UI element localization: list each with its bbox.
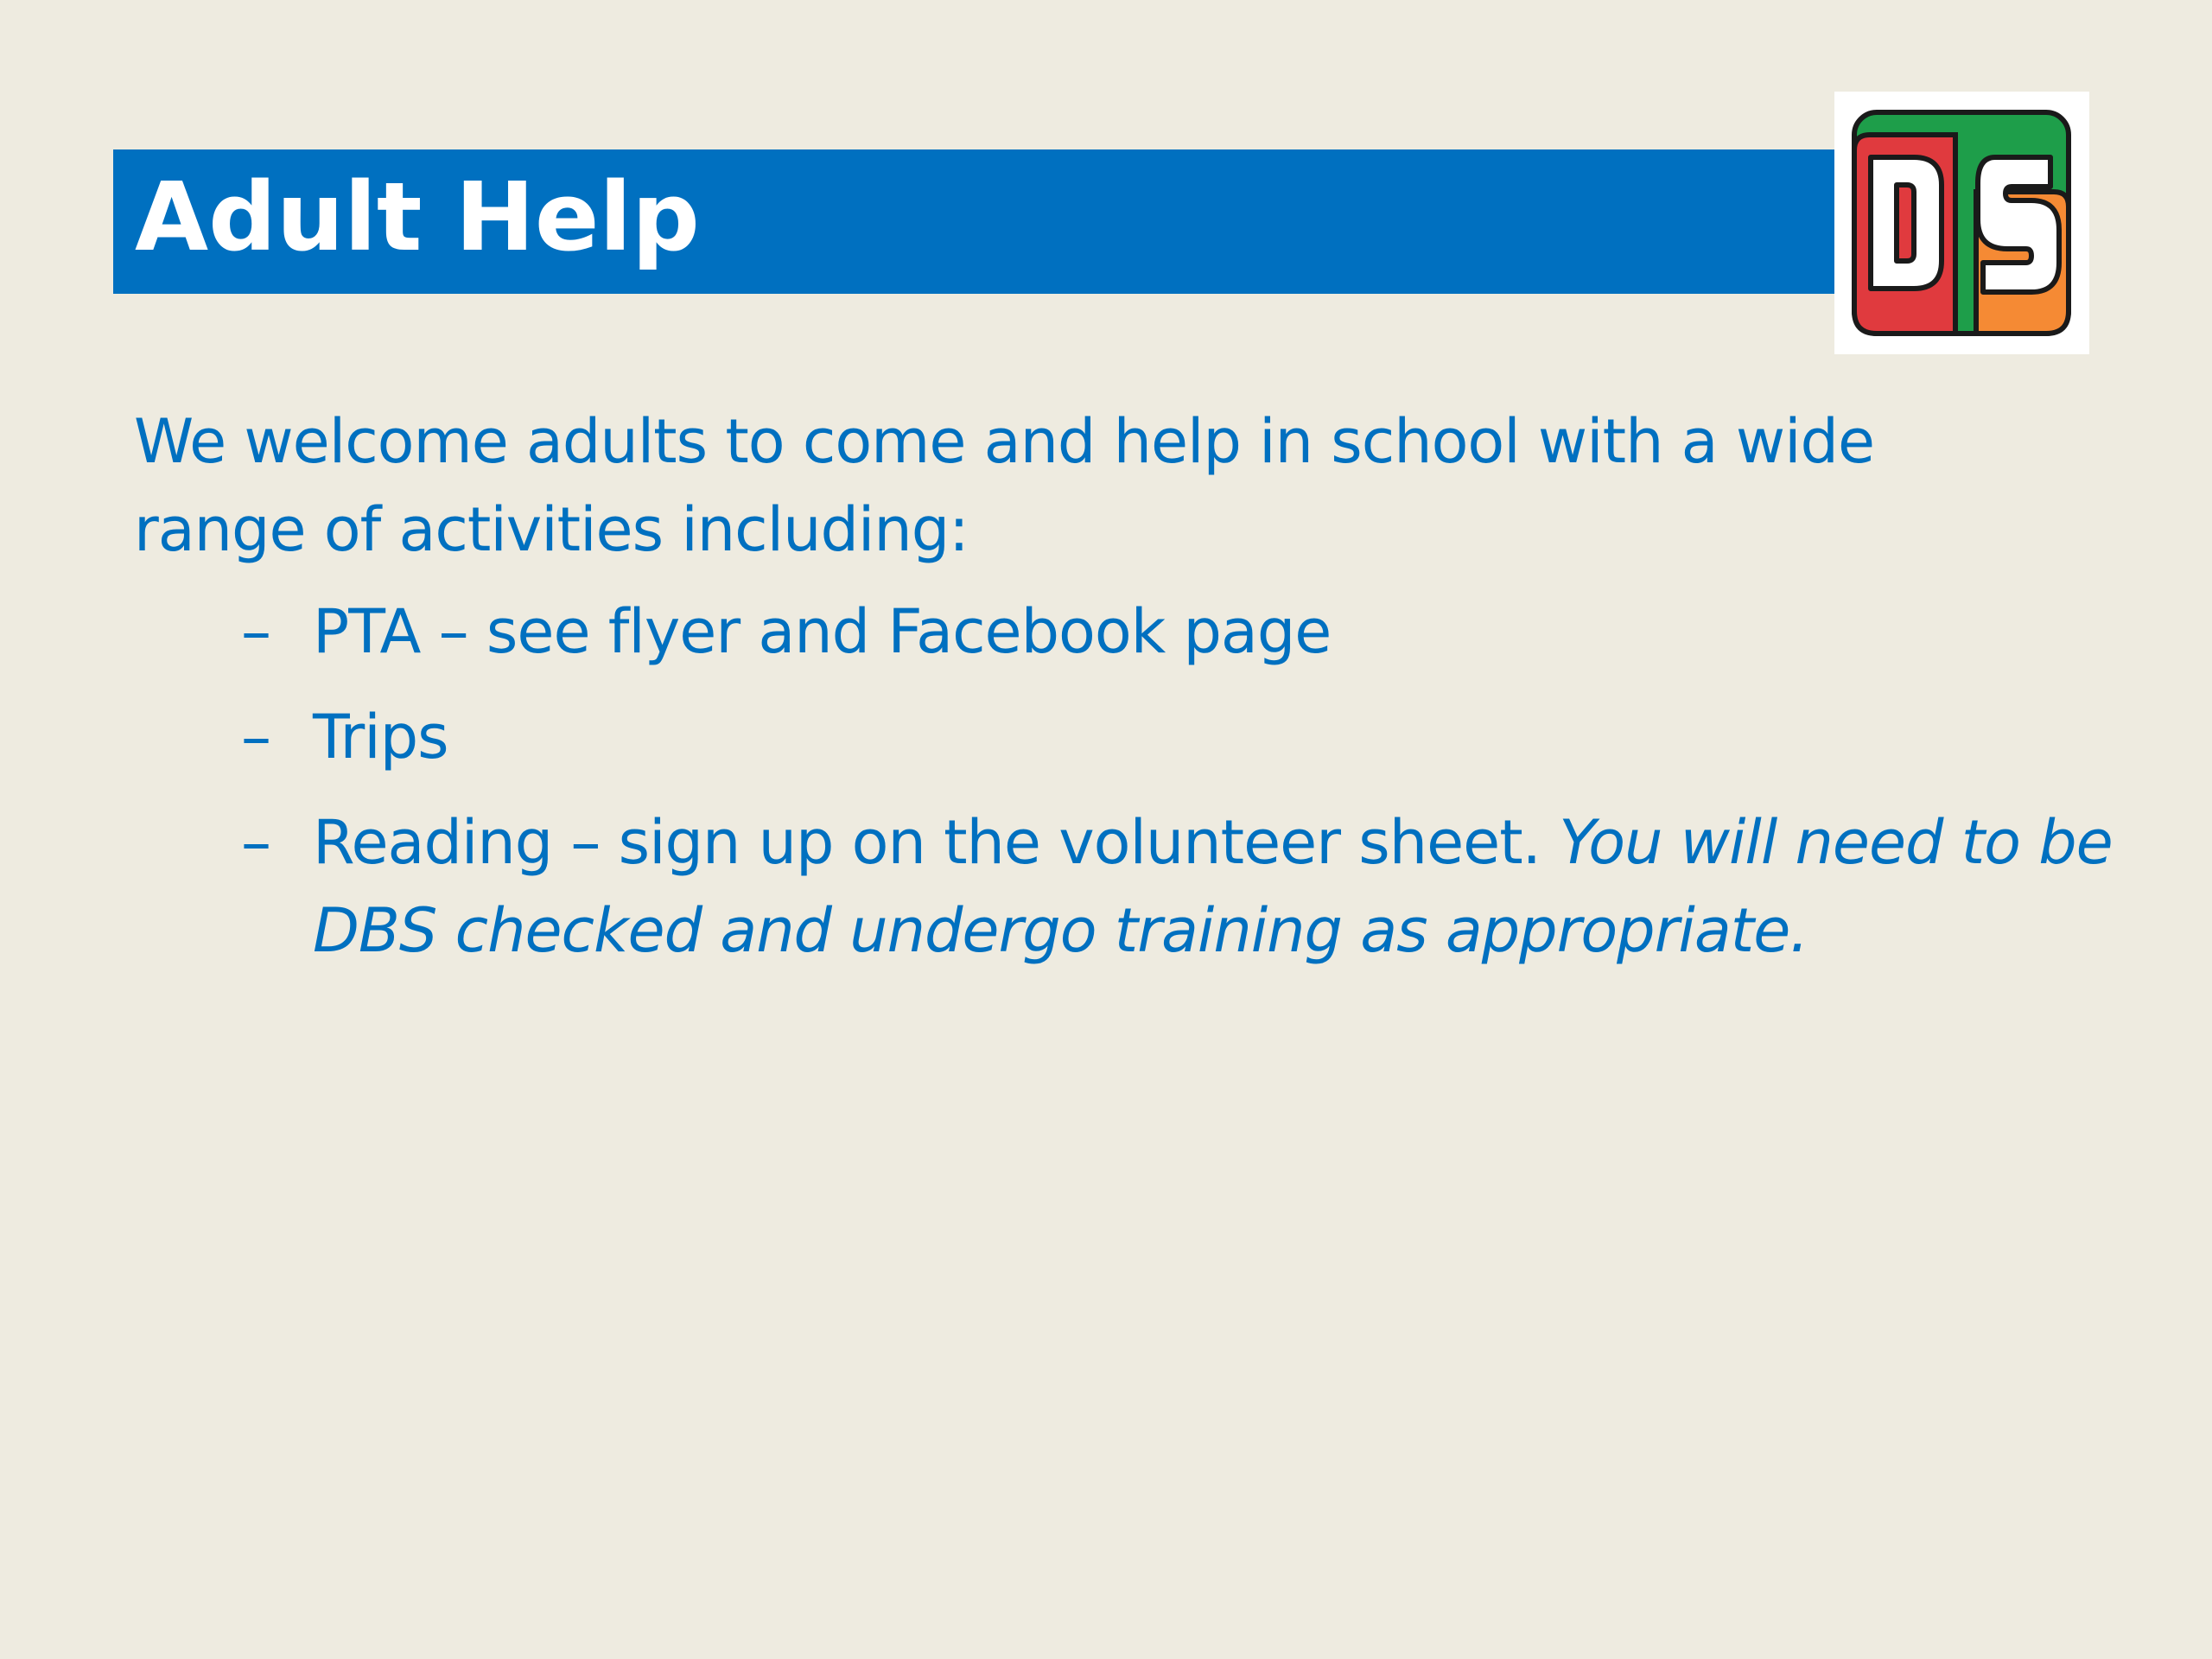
list-item (134, 588, 2179, 676)
dash-bullet: – (241, 702, 270, 772)
dash-bullet: – (241, 596, 270, 667)
activities-list (134, 588, 2113, 975)
list-item (134, 798, 2179, 975)
slide-body (134, 397, 2113, 992)
list-item-emphasis: You will need to be DBS checked and undergo training as appropriate. (313, 807, 2113, 966)
school-logo (1834, 92, 2089, 354)
list-item-text: PTA – see flyer and Facebook page (313, 596, 1332, 667)
list-item (134, 693, 2179, 781)
slide-title: Adult Help (135, 162, 700, 272)
title-bar (113, 149, 1841, 294)
list-item-text: Reading – sign up on the volunteer sheet. (313, 807, 1560, 878)
intro-paragraph: We welcome adults to come and help in school with a wide range of activities including: (134, 406, 1875, 565)
dash-bullet: – (241, 807, 270, 878)
ds-school-logo-icon (1834, 92, 2089, 354)
list-item-text: Trips (313, 702, 448, 772)
